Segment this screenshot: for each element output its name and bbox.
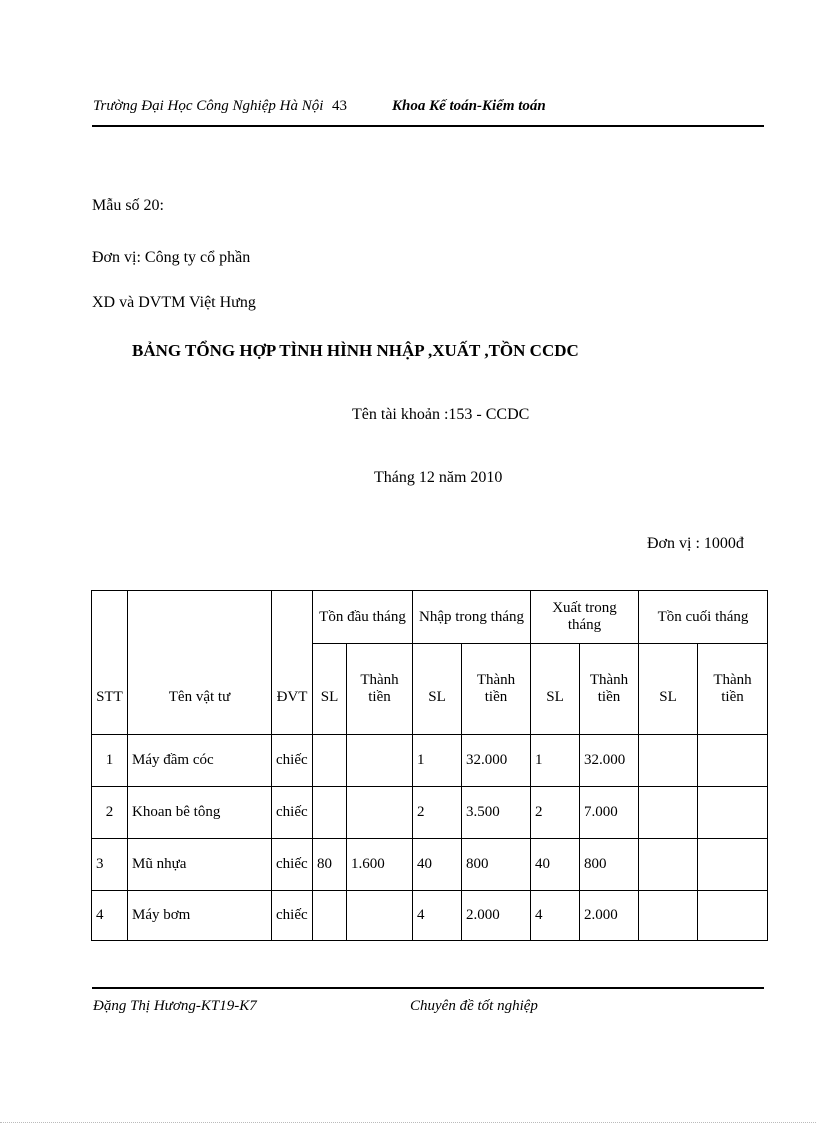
header-amount: Thành tiền (347, 644, 413, 735)
cell-name: Máy bơm (128, 891, 272, 941)
cell-name: Mũ nhựa (128, 839, 272, 891)
cell-unit: chiếc (272, 735, 313, 787)
header-qty: SL (413, 644, 462, 735)
cell-in-amt: 800 (462, 839, 531, 891)
header-school: Trường Đại Học Công Nghiệp Hà Nội (93, 98, 324, 114)
cell-open-amt (347, 787, 413, 839)
header-qty: SL (531, 644, 580, 735)
cell-name: Khoan bê tông (128, 787, 272, 839)
cell-close-qty (639, 839, 698, 891)
cell-close-amt (698, 891, 768, 941)
cell-out-amt: 800 (580, 839, 639, 891)
cell-close-amt (698, 839, 768, 891)
currency-unit: Đơn vị : 1000đ (647, 535, 744, 552)
header-amount: Thành tiền (698, 644, 768, 735)
cell-stt: 2 (92, 787, 128, 839)
page-title: BẢNG TỔNG HỢP TÌNH HÌNH NHẬP ,XUẤT ,TỒN CCDC (132, 341, 579, 360)
cell-open-amt: 1.600 (347, 839, 413, 891)
cell-in-qty: 40 (413, 839, 462, 891)
header-issued: Xuất trong tháng (531, 591, 639, 644)
cell-name: Máy đầm cóc (128, 735, 272, 787)
cell-out-qty: 2 (531, 787, 580, 839)
cell-in-qty: 1 (413, 735, 462, 787)
footer-author: Đặng Thị Hương-KT19-K7 (93, 998, 257, 1014)
cell-close-qty (639, 891, 698, 941)
footer-rule (92, 987, 764, 989)
header-amount: Thành tiền (580, 644, 639, 735)
cell-in-amt: 32.000 (462, 735, 531, 787)
account-name: Tên tài khoản :153 - CCDC (352, 406, 530, 423)
cell-close-qty (639, 735, 698, 787)
cell-out-qty: 40 (531, 839, 580, 891)
cell-in-amt: 3.500 (462, 787, 531, 839)
template-number: Mẫu số 20: (92, 197, 164, 214)
header-rule (92, 125, 764, 127)
header-unit: ĐVT (272, 591, 313, 735)
cell-unit: chiếc (272, 839, 313, 891)
header-qty: SL (313, 644, 347, 735)
table-row (92, 839, 768, 891)
cell-stt: 3 (92, 839, 128, 891)
header-faculty: Khoa Kế toán-Kiểm toán (392, 98, 546, 114)
table-row (92, 787, 768, 839)
cell-in-amt: 2.000 (462, 891, 531, 941)
unit-line-1: Đơn vị: Công ty cổ phần (92, 249, 251, 266)
page-number: 43 (332, 98, 347, 114)
cell-out-qty: 1 (531, 735, 580, 787)
cell-open-amt (347, 735, 413, 787)
cell-close-qty (639, 787, 698, 839)
cell-open-qty (313, 891, 347, 941)
cell-stt: 4 (92, 891, 128, 941)
header-name: Tên vật tư (128, 591, 272, 735)
header-closing: Tồn cuối tháng (639, 591, 768, 644)
cell-unit: chiếc (272, 891, 313, 941)
cell-in-qty: 4 (413, 891, 462, 941)
period: Tháng 12 năm 2010 (374, 469, 503, 486)
cell-close-amt (698, 735, 768, 787)
cell-open-qty (313, 735, 347, 787)
cell-stt: 1 (92, 735, 128, 787)
header-amount: Thành tiền (462, 644, 531, 735)
cell-open-qty (313, 787, 347, 839)
inventory-table (91, 590, 768, 941)
cell-out-amt: 32.000 (580, 735, 639, 787)
unit-line-2: XD và DVTM Việt Hưng (92, 294, 256, 311)
cell-out-amt: 7.000 (580, 787, 639, 839)
header-received: Nhập trong tháng (413, 591, 531, 644)
cell-open-amt (347, 891, 413, 941)
table-row (92, 891, 768, 941)
header-stt: STT (92, 591, 128, 735)
cell-unit: chiếc (272, 787, 313, 839)
table-row (92, 735, 768, 787)
cell-in-qty: 2 (413, 787, 462, 839)
cell-out-amt: 2.000 (580, 891, 639, 941)
footer-subject: Chuyên đề tốt nghiệp (410, 998, 538, 1014)
cell-close-amt (698, 787, 768, 839)
header-opening: Tồn đầu tháng (313, 591, 413, 644)
cell-out-qty: 4 (531, 891, 580, 941)
cell-open-qty: 80 (313, 839, 347, 891)
header-qty: SL (639, 644, 698, 735)
